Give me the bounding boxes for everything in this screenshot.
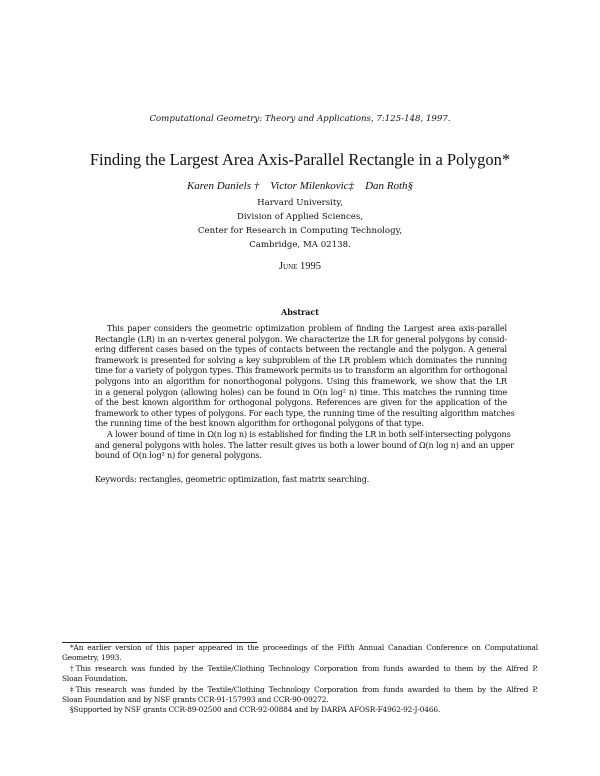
affiliation-line: Harvard University, xyxy=(257,198,343,208)
author: Dan Roth§ xyxy=(365,180,414,192)
date: June 1995 xyxy=(278,261,322,272)
author: Victor Milenkovic‡ xyxy=(270,180,355,192)
abstract-line: polygons into an algorithm for nonorthogonal polygons. Using this framework, we show that the LR xyxy=(95,376,507,386)
keywords: Keywords: rectangles, geometric optimization, fast matrix searching. xyxy=(95,474,370,484)
affiliation-line: Center for Research in Computing Technology, xyxy=(197,226,403,236)
abstract-line: framework is presented for solving a key subproblem of the LR problem which dominates the running xyxy=(95,354,507,365)
abstract-line: ering different cases based on the types of contacts between the rectangle and the polygon. A general xyxy=(95,344,507,355)
affiliation-line: Cambridge, MA 02138. xyxy=(249,240,351,250)
author: Karen Daniels † xyxy=(186,180,260,192)
abstract-line: framework to other types of polygons. For each type, the running time of the resulting algorithm matches xyxy=(95,407,515,418)
footnote-line: ‡This research was funded by the Textile/Clothing Technology Corporation from funds awarded to them by the Alfred P. xyxy=(70,685,538,694)
abstract-line: and general polygons with holes. The latter result gives us both a lower bound of Ω(n log n) and an upper xyxy=(95,439,514,450)
footnote-line: §Supported by NSF grants CCR-89-02500 and CCR-92-00884 and by DARPA AFOSR-F4962-92-J-0466. xyxy=(70,705,441,714)
abstract-line: of the best known algorithm for orthogonal polygons. References are given for the application of the xyxy=(95,397,507,408)
footnote-line: Geometry, 1993. xyxy=(62,653,122,662)
abstract-line: This paper considers the geometric optimization problem of finding the Largest area axis-parallel xyxy=(107,323,507,333)
footnote-line: *An earlier version of this paper appeared in the proceedings of the Fifth Annual Canadian Conference on Computational xyxy=(70,643,538,652)
abstract-line: Rectangle (LR) in an n-vertex general polygon. We characterize the LR for general polygons by consid- xyxy=(95,333,507,344)
abstract-line: A lower bound of time in Ω(n log n) is established for finding the LR in both self-intersecting polygons xyxy=(107,429,511,439)
footnote-line: †This research was funded by the Textile/Clothing Technology Corporation from funds awarded to them by the Alfred P. xyxy=(70,664,538,673)
footnote-line: Sloan Foundation and by NSF grants CCR-91-157993 and CCR-90-09272. xyxy=(62,695,329,704)
abstract-line: in a general polygon (allowing holes) can be found in O(n log² n) time. This matches the running time xyxy=(95,386,507,397)
abstract-line: time for a variety of polygon types. This framework permits us to transform an algorithm for orthogonal xyxy=(95,365,508,376)
journal-citation: Computational Geometry: Theory and Applications, 7:125-148, 1997. xyxy=(149,114,451,124)
paper-title: Finding the Largest Area Axis-Parallel Rectangle in a Polygon* xyxy=(89,150,511,169)
abstract-heading: Abstract xyxy=(281,307,319,317)
affiliation-line: Division of Applied Sciences, xyxy=(236,212,364,222)
authors xyxy=(0,180,600,192)
footnote-line: Sloan Foundation. xyxy=(62,674,128,683)
abstract-line: bound of O(n log² n) for general polygons. xyxy=(95,450,262,461)
abstract-line: the running time of the best known algorithm for orthogonal polygons of that type. xyxy=(95,418,424,429)
